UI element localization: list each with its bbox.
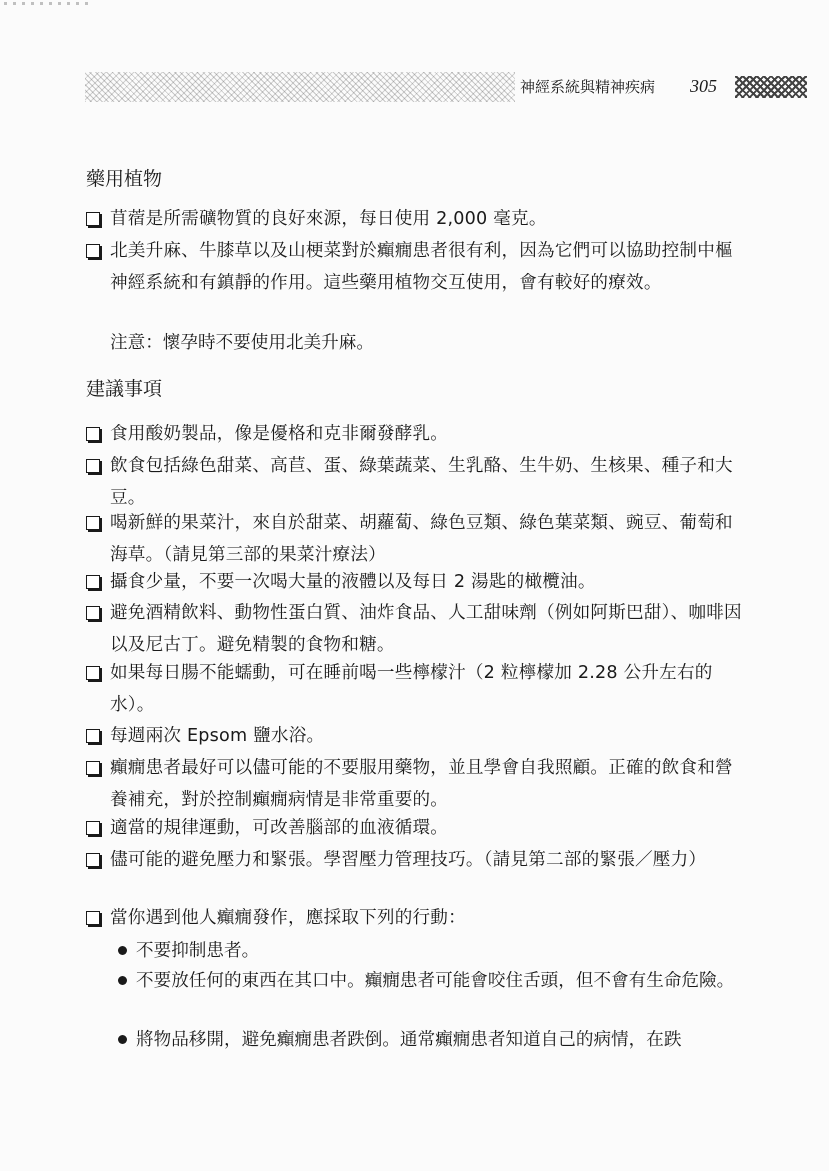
checkbox-bullet-icon	[86, 516, 100, 530]
checkbox-bullet-icon	[86, 575, 100, 589]
list-item: 癲癇患者最好可以儘可能的不要服用藥物，並且學會自我照顧。正確的飲食和營養補充，對於控制癲癇病情是非常重要的。	[86, 752, 746, 816]
bullet-dot-icon	[118, 946, 127, 955]
checkbox-bullet-icon	[86, 821, 100, 835]
checkbox-bullet-icon	[86, 606, 100, 620]
caution-note: 注意：懷孕時不要使用北美升麻。	[110, 333, 374, 353]
list-item: 避免酒精飲料、動物性蛋白質、油炸食品、人工甜味劑（例如阿斯巴甜）、咖啡因以及尼古丁。避免精製的食物和糖。	[86, 597, 746, 661]
list-item: 適當的規律運動，可改善腦部的血液循環。	[86, 812, 746, 844]
section-heading-herbs: 藥用植物	[86, 168, 163, 190]
list-item: 儘可能的避免壓力和緊張。學習壓力管理技巧。（請見第二部的緊張／壓力）	[86, 844, 746, 876]
sub-list-item: 不要放任何的東西在其口中。癲癇患者可能會咬住舌頭，但不會有生命危險。	[118, 965, 748, 997]
list-item: 每週兩次 Epsom 鹽水浴。	[86, 720, 746, 752]
checkbox-bullet-icon	[86, 911, 100, 925]
chapter-title: 神經系統與精神疾病	[520, 78, 656, 96]
checkbox-bullet-icon	[86, 729, 100, 743]
bullet-dot-icon	[118, 976, 127, 985]
list-item: 食用酸奶製品，像是優格和克非爾發酵乳。	[86, 418, 746, 450]
list-item: 苜蓿是所需礦物質的良好來源，每日使用 2,000 毫克。	[86, 203, 746, 235]
list-item: 飲食包括綠色甜菜、高苣、蛋、綠葉蔬菜、生乳酪、生牛奶、生核果、種子和大豆。	[86, 450, 746, 514]
checkbox-bullet-icon	[86, 212, 100, 226]
header-ornament	[735, 76, 807, 98]
sub-list-item: 不要抑制患者。	[118, 935, 748, 967]
sub-list-item: 將物品移開，避免癲癇患者跌倒。通常癲癇患者知道自己的病情，在跌	[118, 1024, 748, 1056]
checkbox-bullet-icon	[86, 459, 100, 473]
checkbox-bullet-icon	[86, 761, 100, 775]
list-item: 攝食少量，不要一次喝大量的液體以及每日 2 湯匙的橄欖油。	[86, 566, 746, 598]
list-item: 當你遇到他人癲癇發作，應採取下列的行動：	[86, 902, 746, 934]
checkbox-bullet-icon	[86, 244, 100, 258]
list-item: 如果每日腸不能蠕動，可在睡前喝一些檸檬汁（2 粒檸檬加 2.28 公升左右的水）。	[86, 657, 746, 721]
checkbox-bullet-icon	[86, 427, 100, 441]
list-item: 喝新鮮的果菜汁，來自於甜菜、胡蘿蔔、綠色豆類、綠色葉菜類、豌豆、葡萄和海草。（請見第三部的果菜汁療法）	[86, 507, 746, 571]
bullet-dot-icon	[118, 1035, 127, 1044]
scan-artifact	[4, 2, 94, 5]
page-number: 305	[690, 76, 717, 96]
checkbox-bullet-icon	[86, 666, 100, 680]
section-heading-recommendations: 建議事項	[86, 378, 163, 400]
header-decorative-band	[85, 72, 515, 102]
list-item: 北美升麻、牛膝草以及山梗菜對於癲癇患者很有利，因為它們可以協助控制中樞神經系統和有鎮靜的作用。這些藥用植物交互使用，會有較好的療效。	[86, 235, 746, 299]
checkbox-bullet-icon	[86, 853, 100, 867]
